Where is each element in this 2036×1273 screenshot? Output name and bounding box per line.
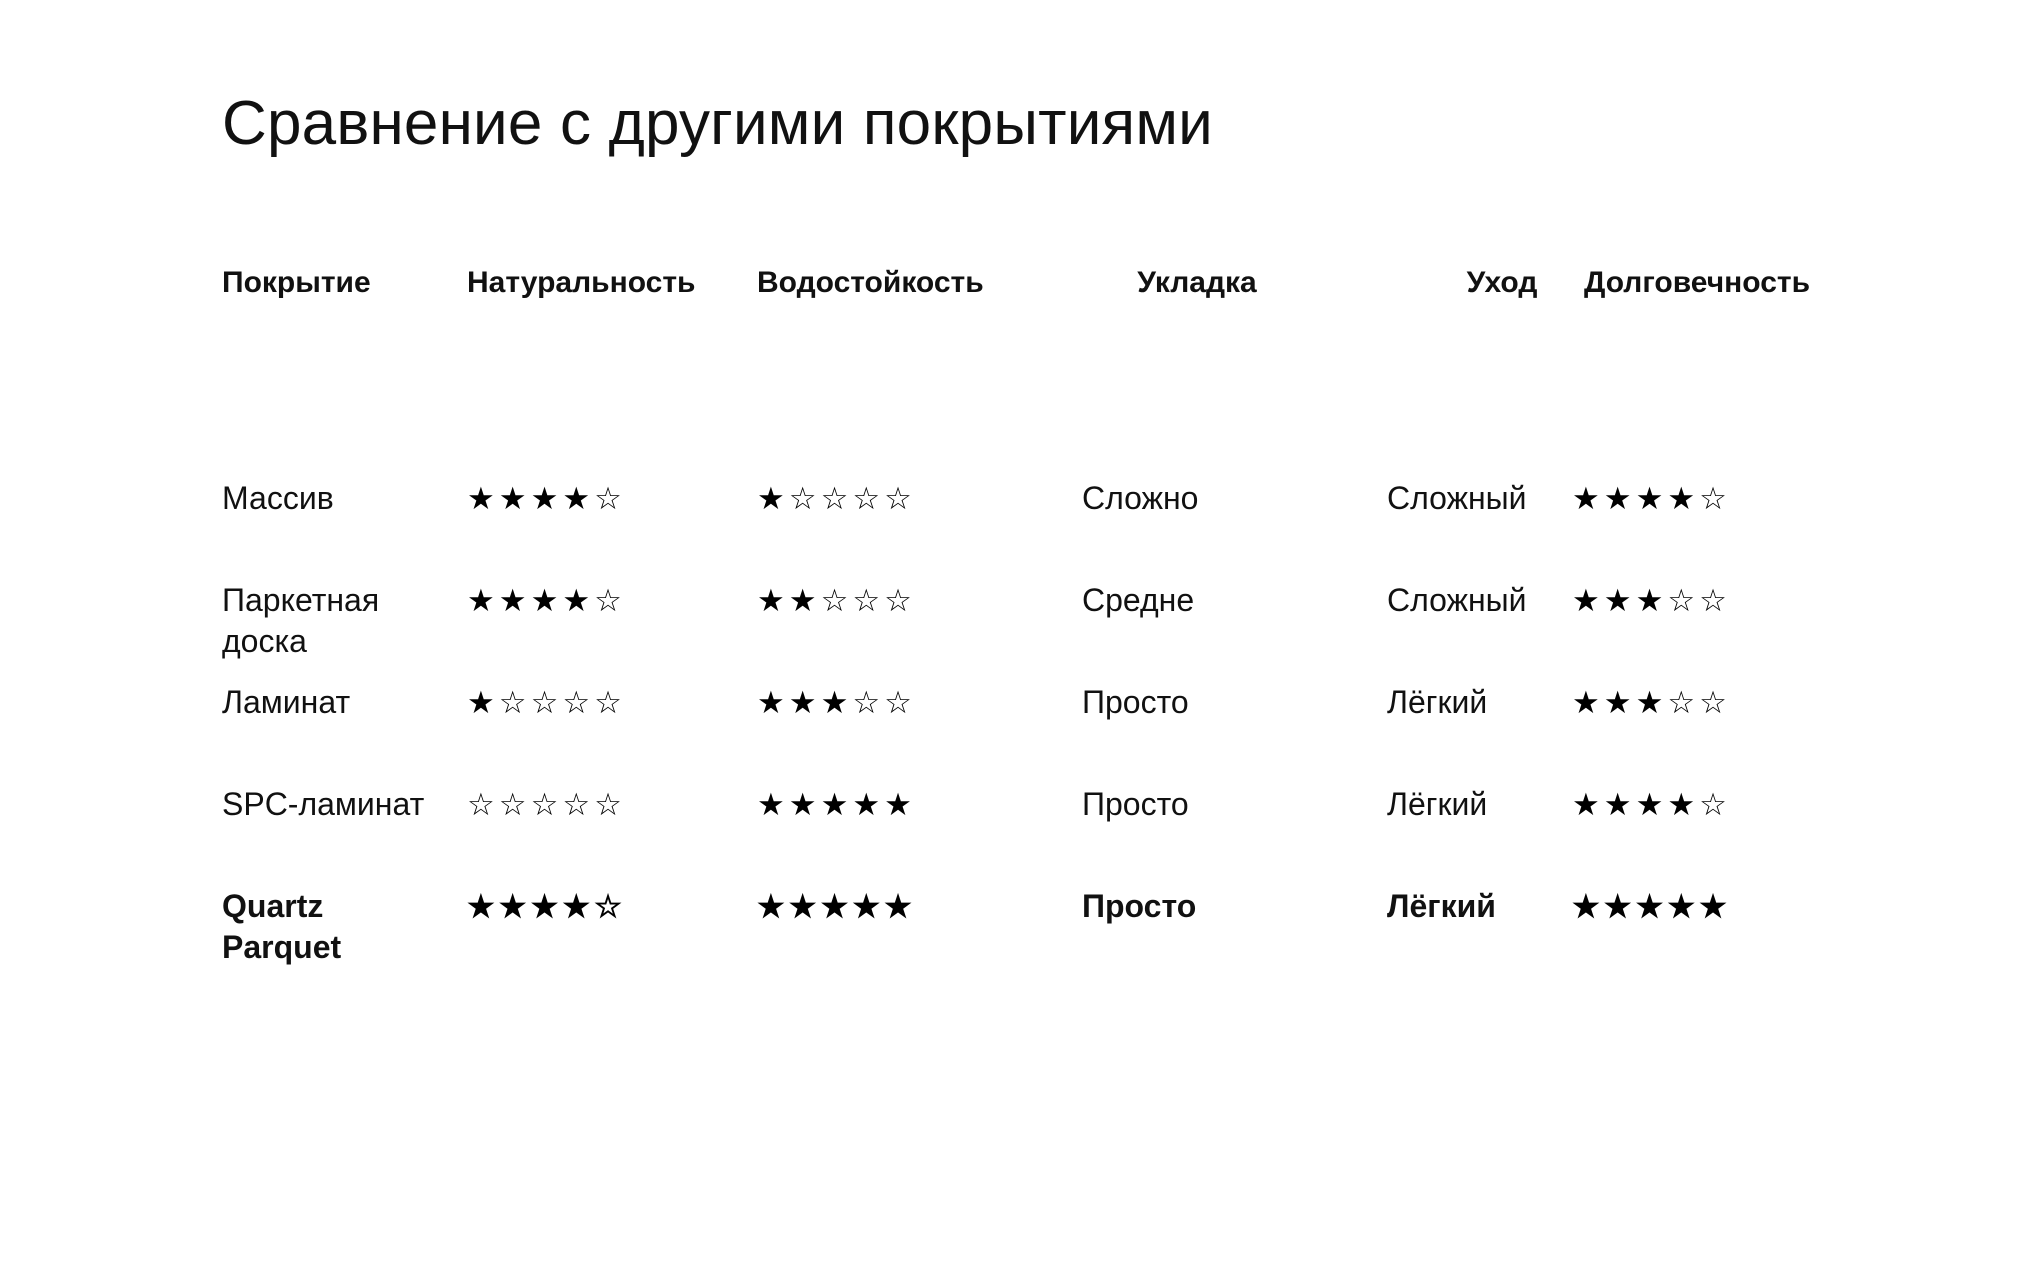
cell-durability [1572,778,1842,880]
cell-care: Сложный [1387,480,1527,516]
table-row [222,676,1842,778]
rating-stars: ☆☆☆☆☆ [467,787,626,822]
cell-water-resistance [757,676,1082,778]
rating-stars: ★★★★☆ [467,583,626,618]
column-header-naturalness: Натуральность [467,266,696,299]
comparison-table-container [222,262,1842,982]
cell-durability [1572,880,1842,982]
cell-installation: Просто [1082,786,1189,822]
rating-stars: ★★★★☆ [467,481,626,516]
cell-care: Лёгкий [1387,786,1488,822]
rating-stars: ★★★★★ [757,889,916,924]
rating-stars: ★☆☆☆☆ [757,481,916,516]
table-row [222,574,1842,676]
column-header-care: Уход [1466,266,1538,299]
cell-naturalness [467,472,757,574]
cell-water-resistance [757,472,1082,574]
column-header-installation: Укладка [1137,266,1257,299]
cell-water-resistance [757,574,1082,676]
comparison-table [222,262,1842,982]
cell-installation: Просто [1082,684,1189,720]
rating-stars: ★★★★☆ [467,889,626,924]
cell-durability [1572,574,1842,676]
cell-water-resistance [757,778,1082,880]
cell-care: Лёгкий [1387,684,1488,720]
column-header-durability: Долговечность [1583,266,1811,299]
cell-coating-name: Ламинат [222,684,351,720]
rating-stars: ★★★☆☆ [1572,583,1731,618]
table-row-highlighted [222,880,1842,982]
cell-installation: Сложно [1082,480,1199,516]
rating-stars: ★★★★★ [757,787,916,822]
table-row [222,472,1842,574]
rating-stars: ★★★☆☆ [757,685,916,720]
cell-coating-name: Quartz Parquet [222,888,342,965]
page-title: Сравнение с другими покрытиями [222,89,1213,158]
cell-installation: Средне [1082,582,1195,618]
cell-installation: Просто [1082,888,1197,924]
rating-stars: ★★★★★ [1572,889,1731,924]
rating-stars: ★★☆☆☆ [757,583,916,618]
cell-durability [1572,676,1842,778]
column-header-coating: Покрытие [222,266,371,299]
cell-naturalness [467,880,757,982]
table-header-row [222,262,1842,472]
cell-coating-name: Паркетная доска [222,582,380,659]
cell-naturalness [467,676,757,778]
rating-stars: ★★★★☆ [1572,481,1731,516]
cell-naturalness [467,574,757,676]
cell-coating-name: SPC-ламинат [222,786,425,822]
cell-water-resistance [757,880,1082,982]
rating-stars: ★☆☆☆☆ [467,685,626,720]
rating-stars: ★★★★☆ [1572,787,1731,822]
column-header-water-resistance: Водостойкость [757,266,984,299]
cell-coating-name: Массив [222,480,334,516]
cell-care: Сложный [1387,582,1527,618]
cell-care: Лёгкий [1387,888,1496,924]
table-body [222,472,1842,982]
table-header [222,262,1842,472]
table-row [222,778,1842,880]
cell-naturalness [467,778,757,880]
rating-stars: ★★★☆☆ [1572,685,1731,720]
cell-durability [1572,472,1842,574]
